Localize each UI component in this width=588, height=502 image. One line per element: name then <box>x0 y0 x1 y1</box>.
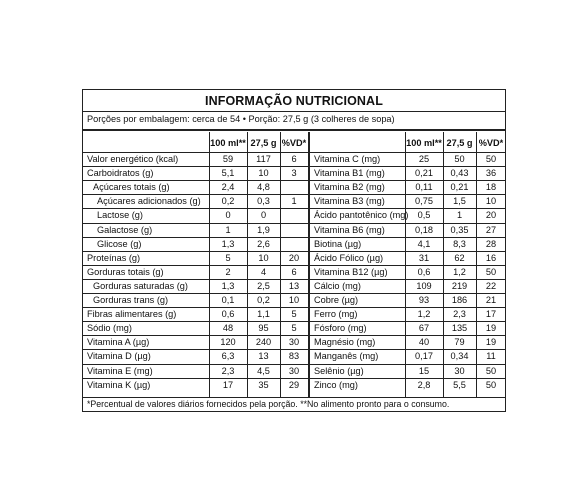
value-portion: 62 <box>454 253 465 263</box>
value-vd: 29 <box>288 380 300 390</box>
value-portion: 0,3 <box>257 196 270 206</box>
value-100ml: 2 <box>225 267 231 277</box>
value-100ml: 0 <box>225 210 231 220</box>
value-100ml: 2,8 <box>417 380 431 390</box>
value-portion: 117 <box>256 154 271 164</box>
value-portion: 10 <box>258 253 269 263</box>
value-vd: 20 <box>288 253 300 263</box>
value-portion: 4 <box>260 267 267 277</box>
nutrient-name: Vitamina B3 (mg) <box>314 196 385 206</box>
nutrition-facts-panel <box>82 89 506 412</box>
value-portion: 0 <box>260 210 267 220</box>
value-vd: 5 <box>291 309 297 319</box>
value-vd: 13 <box>288 281 300 291</box>
nutrient-name: Fósforo (mg) <box>314 323 367 333</box>
nutrient-name: Lactose (g) <box>97 210 143 220</box>
value-100ml: 2,3 <box>221 366 235 376</box>
row-divider <box>83 237 505 238</box>
nutrient-name: Manganês (mg) <box>314 351 379 361</box>
value-vd: 20 <box>485 210 497 220</box>
value-100ml: 2,4 <box>221 182 235 192</box>
nutrient-name: Ácido pantotênico (mg) <box>314 210 409 220</box>
value-vd: 17 <box>485 309 497 319</box>
header-vd: %VD* <box>281 138 307 148</box>
value-vd: 19 <box>485 323 497 333</box>
value-100ml: 25 <box>418 154 430 164</box>
footnote: *Percentual de valores diários fornecidos pela porção. **No alimento pronto para o consumo. <box>87 399 450 409</box>
value-portion: 0,34 <box>450 351 469 361</box>
value-vd: 19 <box>485 337 497 347</box>
value-100ml: 0,2 <box>221 196 235 206</box>
value-100ml: 15 <box>418 366 430 376</box>
title-divider <box>83 111 505 112</box>
nutrient-name: Biotina (µg) <box>314 239 362 249</box>
footer-divider <box>83 397 505 398</box>
nutrient-name: Cálcio (mg) <box>314 281 361 291</box>
value-100ml: 31 <box>418 253 430 263</box>
row-divider <box>83 335 505 336</box>
nutrient-name: Vitamina D (µg) <box>87 351 151 361</box>
value-portion: 240 <box>255 337 272 347</box>
nutrient-name: Fibras alimentares (g) <box>87 309 177 319</box>
value-portion: 5,5 <box>453 380 466 390</box>
nutrient-name: Vitamina K (µg) <box>87 380 151 390</box>
value-100ml: 0,1 <box>221 295 235 305</box>
nutrient-name: Vitamina E (mg) <box>87 366 153 376</box>
header-100ml: 100 ml** <box>210 138 246 148</box>
value-portion: 186 <box>451 295 468 305</box>
value-vd: 3 <box>291 168 297 178</box>
header-portion: 27,5 g <box>250 138 277 148</box>
nutrient-name: Gorduras trans (g) <box>93 295 169 305</box>
value-vd: 6 <box>291 267 297 277</box>
value-portion: 135 <box>451 323 468 333</box>
row-divider <box>83 279 505 280</box>
value-vd: 30 <box>288 337 300 347</box>
value-vd: 28 <box>485 239 497 249</box>
value-100ml: 67 <box>418 323 430 333</box>
header-portion-right: 27,5 g <box>446 138 473 148</box>
row-divider <box>83 364 505 365</box>
value-portion: 2,3 <box>453 309 466 319</box>
value-100ml: 0,18 <box>415 225 433 235</box>
value-vd: 83 <box>288 351 300 361</box>
value-vd: 18 <box>485 182 497 192</box>
nutrient-name: Vitamina B6 (mg) <box>314 225 385 235</box>
portion-info: Porções por embalagem: cerca de 54 • Porção: 27,5 g (3 colheres de sopa) <box>87 114 395 124</box>
value-portion: 50 <box>454 154 465 164</box>
nutrient-name: Sódio (mg) <box>87 323 132 333</box>
nutrient-name: Açúcares adicionados (g) <box>97 196 201 206</box>
nutrient-name: Vitamina C (mg) <box>314 154 381 164</box>
value-100ml: 0,6 <box>417 267 431 277</box>
nutrient-name: Vitamina B2 (mg) <box>314 182 385 192</box>
value-100ml: 6,3 <box>221 351 235 361</box>
row-divider <box>83 293 505 294</box>
row-divider <box>83 265 505 266</box>
value-portion: 219 <box>451 281 468 291</box>
value-vd: 50 <box>485 366 497 376</box>
value-100ml: 1 <box>225 225 231 235</box>
value-100ml: 17 <box>222 380 234 390</box>
header-100ml-right: 100 ml** <box>406 138 442 148</box>
value-portion: 4,5 <box>257 366 270 376</box>
value-100ml: 4,1 <box>417 239 431 249</box>
row-divider <box>83 307 505 308</box>
value-portion: 1,5 <box>453 196 466 206</box>
value-100ml: 5,1 <box>221 168 235 178</box>
value-portion: 4,8 <box>257 182 270 192</box>
row-divider <box>83 152 505 153</box>
value-portion: 10 <box>258 168 269 178</box>
header-divider <box>83 129 505 131</box>
nutrient-name: Vitamina B12 (µg) <box>314 267 388 277</box>
value-portion: 0,2 <box>257 295 270 305</box>
value-portion: 30 <box>454 366 465 376</box>
value-portion: 79 <box>454 337 465 347</box>
value-portion: 35 <box>258 380 269 390</box>
row-divider <box>83 166 505 167</box>
nutrient-name: Proteínas (g) <box>87 253 141 263</box>
value-vd: 1 <box>291 196 297 206</box>
nutrient-name: Valor energético (kcal) <box>87 154 179 164</box>
nutrient-name: Galactose (g) <box>97 225 153 235</box>
value-100ml: 120 <box>220 337 236 347</box>
value-vd: 50 <box>485 380 497 390</box>
nutrient-name: Selênio (µg) <box>314 366 364 376</box>
value-portion: 95 <box>258 323 269 333</box>
value-portion: 8,3 <box>453 239 466 249</box>
value-100ml: 48 <box>222 323 234 333</box>
row-divider <box>83 251 505 252</box>
value-portion: 0,43 <box>450 168 469 178</box>
value-vd: 6 <box>291 154 297 164</box>
nutrient-name: Glicose (g) <box>97 239 142 249</box>
nutrient-name: Magnésio (mg) <box>314 337 376 347</box>
value-vd: 50 <box>485 267 497 277</box>
value-portion: 1,1 <box>257 309 270 319</box>
value-100ml: 0,21 <box>415 168 433 178</box>
value-vd: 27 <box>485 225 497 235</box>
value-portion: 2,6 <box>257 239 270 249</box>
value-vd: 10 <box>485 196 497 206</box>
value-portion: 0,21 <box>450 182 469 192</box>
value-100ml: 1,2 <box>417 309 431 319</box>
row-divider <box>83 194 505 195</box>
value-portion: 13 <box>258 351 269 361</box>
nutrient-name: Açúcares totais (g) <box>93 182 170 192</box>
nutrient-name: Vitamina A (µg) <box>87 337 150 347</box>
row-divider <box>83 223 505 224</box>
header-vd-right: %VD* <box>478 138 504 148</box>
value-vd: 21 <box>485 295 497 305</box>
value-100ml: 0,17 <box>415 351 433 361</box>
value-100ml: 0,75 <box>415 196 433 206</box>
row-divider <box>83 321 505 322</box>
value-100ml: 40 <box>418 337 430 347</box>
nutrient-name: Ácido Fólico (µg) <box>314 253 384 263</box>
value-portion: 1 <box>456 210 463 220</box>
row-divider <box>83 180 505 181</box>
value-portion: 1,9 <box>257 225 270 235</box>
nutrient-name: Ferro (mg) <box>314 309 358 319</box>
value-vd: 16 <box>485 253 497 263</box>
value-vd: 5 <box>291 323 297 333</box>
value-100ml: 0,11 <box>415 182 433 192</box>
value-vd: 22 <box>485 281 497 291</box>
value-portion: 0,35 <box>450 225 469 235</box>
panel-title: INFORMAÇÃO NUTRICIONAL <box>205 94 383 108</box>
row-divider <box>83 349 505 350</box>
value-100ml: 0,6 <box>221 309 235 319</box>
value-vd: 10 <box>288 295 300 305</box>
value-100ml: 1,3 <box>221 239 235 249</box>
value-vd: 36 <box>485 168 497 178</box>
row-divider <box>83 208 505 209</box>
nutrient-name: Cobre (µg) <box>314 295 359 305</box>
value-100ml: 0,5 <box>417 210 431 220</box>
value-vd: 30 <box>288 366 300 376</box>
value-100ml: 109 <box>416 281 432 291</box>
nutrient-name: Gorduras saturadas (g) <box>93 281 188 291</box>
nutrient-name: Gorduras totais (g) <box>87 267 164 277</box>
value-portion: 2,5 <box>257 281 270 291</box>
value-100ml: 1,3 <box>221 281 235 291</box>
value-100ml: 5 <box>225 253 231 263</box>
value-100ml: 59 <box>222 154 234 164</box>
nutrient-name: Carboidratos (g) <box>87 168 154 178</box>
value-portion: 1,2 <box>453 267 466 277</box>
nutrient-name: Vitamina B1 (mg) <box>314 168 385 178</box>
nutrient-name: Zinco (mg) <box>314 380 358 390</box>
value-vd: 11 <box>486 351 496 361</box>
value-vd: 50 <box>485 154 497 164</box>
row-divider <box>83 378 505 379</box>
value-100ml: 93 <box>418 295 430 305</box>
